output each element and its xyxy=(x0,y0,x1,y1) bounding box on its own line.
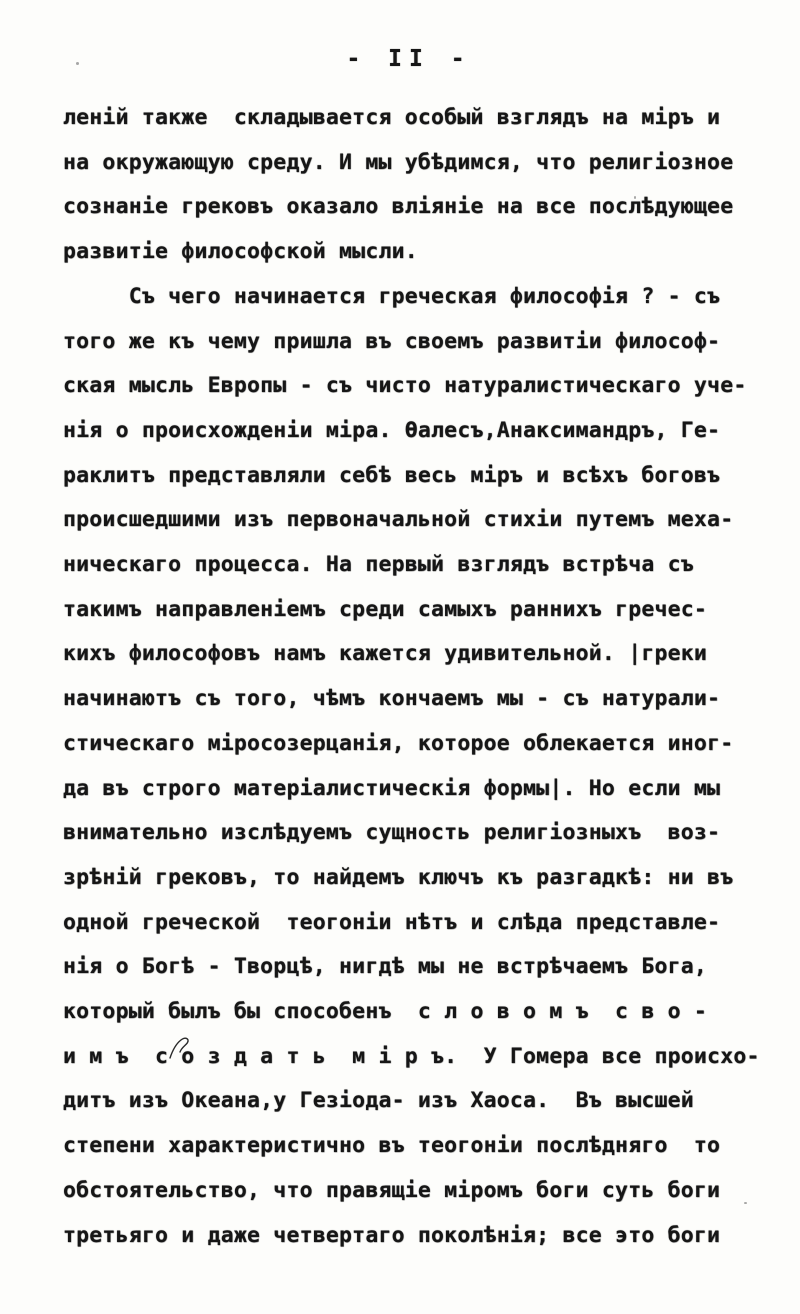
text-line: зрѣній грековъ, то найдемъ ключъ къ разгадкѣ: ни въ xyxy=(63,864,734,890)
text-line: развитіе философской мысли. xyxy=(63,239,418,265)
paper-speck xyxy=(70,336,73,338)
text-line: раклитъ представляли себѣ весь міръ и всѣхъ боговъ xyxy=(63,462,721,488)
paper-speck xyxy=(76,62,79,65)
text-line: внимательно изслѣдуемъ сущность религіозныхъ воз- xyxy=(63,820,721,846)
text-line: Съ чего начинается греческая философія ? - съ xyxy=(63,283,721,309)
text-line: ническаго процесса. На первый взглядъ встрѣча съ xyxy=(63,552,694,578)
text-line: дитъ изъ Океана,у Гезіода- изъ Хаоса. Въ высшей xyxy=(63,1088,694,1114)
text-line: того же къ чему пришла въ своемъ развитіи философ- xyxy=(63,328,721,354)
text-line: одной греческой теогоніи нѣтъ и слѣда представле- xyxy=(63,909,721,935)
text-line: стическаго міросозерцанія, которое облекается иног- xyxy=(63,730,734,756)
text-line: сознаніе грековъ оказало вліяніе на все послѣдующее xyxy=(63,194,734,220)
text-line: обстоятельство, что правящіе міромъ боги суть боги xyxy=(63,1177,721,1203)
text-line: и м ъ с о з д а т ь м і р ъ. У Гомера все происхо- xyxy=(63,1043,760,1069)
text-line: нія о Богѣ - Творцѣ, нигдѣ мы не встрѣчаемъ Бога, xyxy=(63,954,708,980)
text-line: нія о происхожденіи міра. Ѳалесъ,Анаксимандръ, Ге- xyxy=(63,417,721,443)
text-line: происшедшими изъ первоначальной стихіи путемъ меха- xyxy=(63,507,734,533)
text-line: степени характеристично въ теогоніи послѣдняго то xyxy=(63,1133,721,1159)
text-line: третьяго и даже четвертаго поколѣнія; все это боги xyxy=(63,1222,721,1248)
text-line: кихъ философовъ намъ кажется удивительной. |греки xyxy=(63,641,708,667)
text-line: такимъ направленіемъ среди самыхъ раннихъ гречес- xyxy=(63,596,708,622)
text-line: на окружающую среду. И мы убѣдимся, что религіозное xyxy=(63,149,734,175)
paper-speck xyxy=(634,196,636,199)
typewritten-text xyxy=(63,96,763,1258)
paper-speck xyxy=(71,605,74,608)
text-line: ская мысль Европы - съ чисто натуралистическаго уче- xyxy=(63,373,747,399)
page-number: - II - xyxy=(346,46,472,72)
text-line: который былъ бы способенъ с л о в о м ъ с в о - xyxy=(63,999,708,1025)
text-line: начинаютъ съ того, чѣмъ кончаемъ мы - съ натурали- xyxy=(63,686,721,712)
paper-speck xyxy=(744,1202,747,1204)
text-line: да въ строго матеріалистическія формы|. Но если мы xyxy=(63,775,721,801)
text-line: леній также складывается особый взглядъ на міръ и xyxy=(63,105,721,130)
